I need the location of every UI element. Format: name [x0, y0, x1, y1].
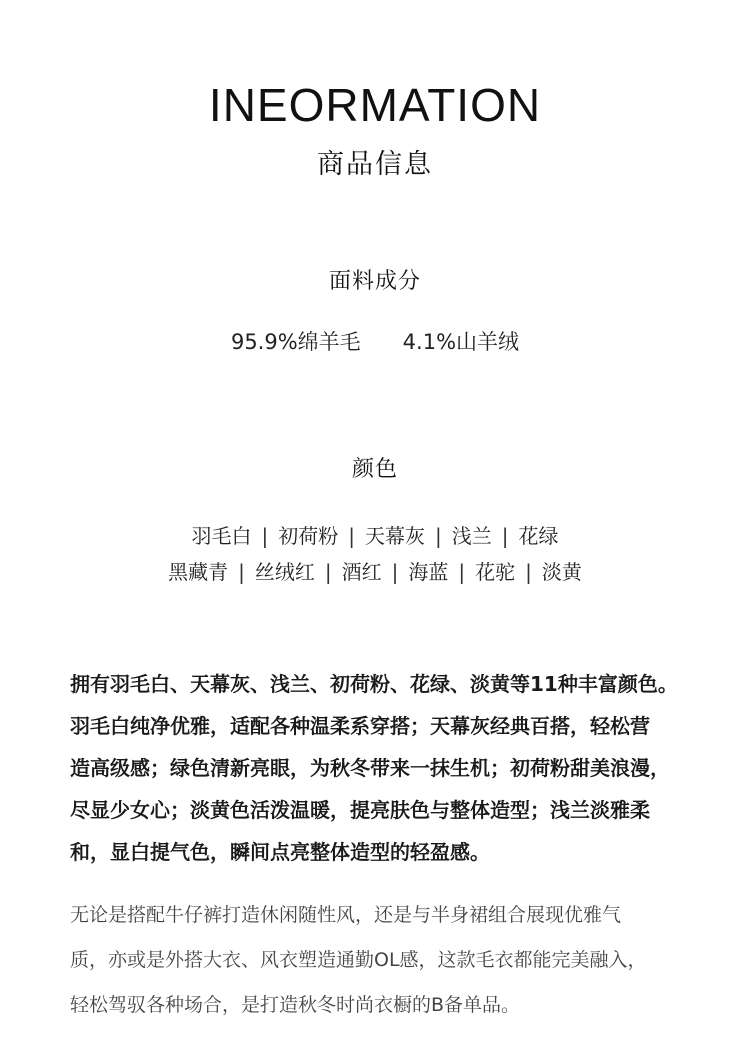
color-separator: | — [525, 560, 532, 584]
color-name: 花驼 — [475, 560, 516, 584]
paragraph-line: 质，亦或是外搭大衣、风衣塑造通勤OL感，这款毛衣都能完美融入， — [70, 949, 647, 971]
color-name: 丝绒红 — [254, 560, 315, 584]
paragraph-line: 尽显少女心；淡黄色活泼温暖，提亮肤色与整体造型；浅兰淡雅柔 — [70, 798, 650, 822]
color-name: 海蓝 — [408, 560, 449, 584]
color-separator: | — [238, 560, 245, 584]
color-name: 花绿 — [518, 524, 559, 548]
paragraph-line: 拥有羽毛白、天幕灰、浅兰、初荷粉、花绿、淡黄等11种丰富颜色。 — [70, 672, 678, 696]
page-title-english: INEORMATION — [208, 79, 542, 131]
page-title-chinese: 商品信息 — [317, 149, 433, 180]
fabric-item-cashmere: 4.1%山羊绒 — [402, 330, 520, 354]
color-description-paragraph — [70, 663, 710, 873]
styling-description-paragraph — [70, 893, 710, 1028]
color-list-row-1 — [0, 520, 750, 549]
color-name: 酒红 — [341, 560, 382, 584]
colors-section-title: 颜色 — [351, 457, 398, 482]
color-name: 羽毛白 — [191, 524, 252, 548]
color-list-row-2 — [0, 556, 750, 585]
color-name: 黑藏青 — [168, 560, 229, 584]
paragraph-line: 羽毛白纯净优雅，适配各种温柔系穿搭；天幕灰经典百搭，轻松营 — [70, 714, 650, 738]
paragraph-line: 无论是搭配牛仔裤打造休闲随性风，还是与半身裙组合展现优雅气 — [70, 904, 622, 926]
color-separator: | — [435, 524, 442, 548]
color-name: 淡黄 — [541, 560, 582, 584]
fabric-section-title: 面料成分 — [328, 269, 421, 294]
color-separator: | — [391, 560, 399, 584]
color-separator: | — [458, 560, 466, 584]
color-separator: | — [501, 524, 509, 548]
paragraph-line: 造高级感；绿色清新亮眼，为秋冬带来一抹生机；初荷粉甜美浪漫， — [70, 756, 670, 780]
fabric-item-wool: 95.9%绵羊毛 — [230, 330, 361, 354]
color-name: 初荷粉 — [278, 524, 339, 548]
color-separator: | — [261, 524, 269, 548]
color-separator: | — [348, 524, 355, 548]
color-name: 天幕灰 — [365, 524, 425, 548]
color-name: 浅兰 — [451, 524, 492, 548]
color-separator: | — [324, 560, 332, 584]
fabric-composition — [0, 326, 750, 356]
paragraph-line: 和，显白提气色，瞬间点亮整体造型的轻盈感。 — [70, 840, 490, 864]
paragraph-line: 轻松驾驭各种场合，是打造秋冬时尚衣橱的B备单品。 — [70, 994, 521, 1016]
